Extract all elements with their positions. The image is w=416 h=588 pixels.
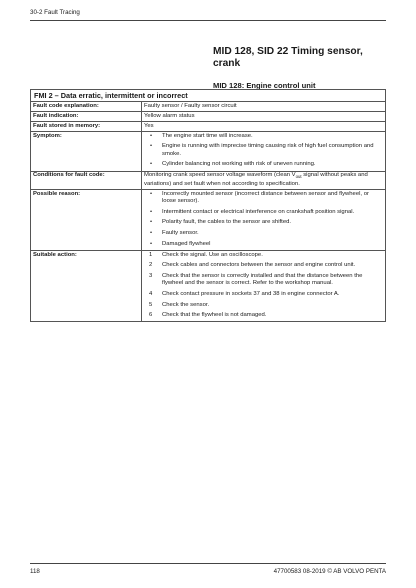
step-text: Check that the sensor is correctly installed and that the distance between the flywheel and the sensor is correct. Refer to the workshop manual. xyxy=(162,273,363,287)
page-number: 118 xyxy=(30,568,40,575)
fmi-title: FMI 2 – Data erratic, intermittent or incorrect xyxy=(31,90,386,102)
stored-label: Fault stored in memory: xyxy=(31,122,142,132)
step-text: Check the sensor. xyxy=(162,301,210,308)
reason-list xyxy=(144,191,383,248)
step-number: 2 xyxy=(149,262,153,269)
page-title: MID 128, SID 22 Timing sensor, crank xyxy=(213,46,363,69)
indication-label: Fault indication: xyxy=(31,112,142,122)
reason-cell xyxy=(142,189,386,250)
list-item xyxy=(144,273,383,288)
explanation-label: Fault code explanation: xyxy=(31,102,142,112)
step-number: 5 xyxy=(149,301,153,308)
step-text: Check the signal. Use an oscilloscope. xyxy=(162,251,263,258)
table-row xyxy=(31,102,386,112)
page-subtitle: MID 128: Engine control unit xyxy=(213,81,316,90)
table-title-row xyxy=(31,90,386,102)
action-label: Suitable action: xyxy=(31,250,142,322)
list-item xyxy=(144,302,383,309)
list-item xyxy=(144,252,383,259)
symptom-label: Symptom: xyxy=(31,131,142,171)
document-reference: 47700583 08-2019 © AB VOLVO PENTA xyxy=(273,568,386,575)
reason-label: Possible reason: xyxy=(31,189,142,250)
list-item: • The engine start time will increase. xyxy=(144,133,383,140)
table-row xyxy=(31,189,386,250)
action-steps xyxy=(144,252,383,320)
header-rule xyxy=(30,20,386,21)
action-cell xyxy=(142,250,386,322)
list-item: • Engine is running with imprecise timing causing risk of high fuel consumption and smoke. xyxy=(144,143,383,158)
step-number: 1 xyxy=(149,251,153,258)
heading-block xyxy=(213,46,388,90)
stored-value: Yes xyxy=(142,122,386,132)
list-item xyxy=(144,291,383,298)
conditions-value xyxy=(142,171,386,189)
list-item: • Damaged flywheel xyxy=(144,241,383,248)
list-item: • Polarity fault, the cables to the sensor are shifted. xyxy=(144,219,383,226)
fault-table xyxy=(30,89,386,322)
indication-value: Yellow alarm status xyxy=(142,112,386,122)
table-row xyxy=(31,131,386,171)
explanation-value: Faulty sensor / Faulty sensor circuit xyxy=(142,102,386,112)
list-item: • Incorrectly mounted sensor (incorrect distance between sensor and flywheel, or loose sensor). xyxy=(144,191,383,206)
table-row xyxy=(31,250,386,322)
step-text: Check contact pressure in sockets 37 and 38 in engine connector A. xyxy=(162,290,340,297)
conditions-text-start: Monitoring crank speed sensor voltage waveform (clean V xyxy=(144,172,296,179)
list-item xyxy=(144,262,383,269)
conditions-label: Conditions for fault code: xyxy=(31,171,142,189)
table-row xyxy=(31,171,386,189)
step-number: 4 xyxy=(149,290,153,297)
table-row xyxy=(31,112,386,122)
step-number: 3 xyxy=(149,273,153,279)
symptom-cell xyxy=(142,131,386,171)
conditions-subscript: out xyxy=(295,174,302,180)
step-number: 6 xyxy=(149,312,153,319)
step-text: Check cables and connectors between the sensor and engine control unit. xyxy=(162,262,356,269)
section-label: 30-2 Fault Tracing xyxy=(30,9,80,16)
symptom-list xyxy=(144,133,383,169)
list-item: • Faulty sensor. xyxy=(144,230,383,237)
table-row xyxy=(31,122,386,132)
step-text: Check that the flywheel is not damaged. xyxy=(162,312,267,319)
list-item: • Intermittent contact or electrical interference on crankshaft position signal. xyxy=(144,209,383,216)
footer-rule xyxy=(30,563,386,564)
list-item: • Cylinder balancing not working with risk of uneven running. xyxy=(144,161,383,168)
list-item xyxy=(144,312,383,319)
conditions-text-end: signal without peaks and variations) and set fault when not according to specification. xyxy=(144,172,368,187)
